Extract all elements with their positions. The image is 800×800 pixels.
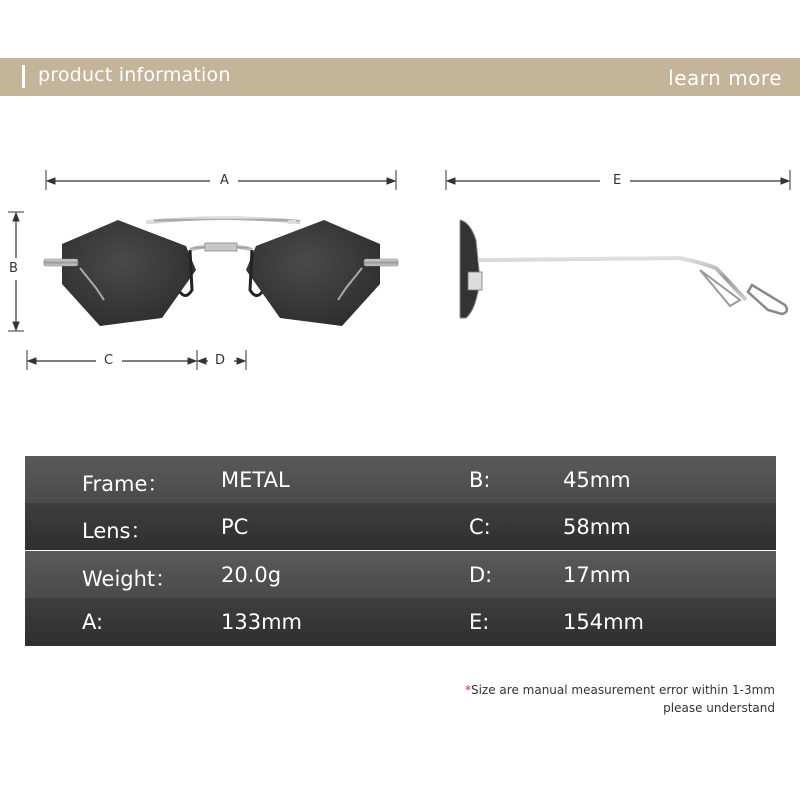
spec-value: 45mm	[563, 468, 631, 492]
spec-label: Frame：	[82, 472, 169, 496]
right-lens	[246, 220, 380, 326]
table-row	[25, 551, 776, 598]
label-a: A	[217, 174, 232, 188]
specs-table	[25, 456, 776, 646]
table-row	[25, 503, 776, 550]
banner-accent-bar	[22, 65, 25, 88]
spec-value: 20.0g	[221, 563, 282, 587]
measurement-note	[465, 681, 775, 717]
note-star: *	[464, 683, 471, 697]
left-lens	[62, 220, 196, 326]
table-row	[25, 598, 776, 646]
label-b: B	[6, 262, 21, 276]
page-title: product information	[38, 64, 231, 86]
glasses-side-view	[460, 220, 787, 318]
label-c: C	[101, 354, 116, 368]
measurement-diagram	[0, 150, 800, 390]
spec-label: D:	[469, 563, 493, 587]
spec-label: A:	[82, 610, 104, 634]
spec-label: C:	[469, 515, 491, 539]
spec-value: 58mm	[563, 515, 631, 539]
note-line-2: please understand	[663, 701, 775, 715]
spec-value: PC	[221, 515, 249, 539]
note-line-1	[465, 681, 775, 699]
spec-label: Lens：	[82, 519, 152, 543]
glasses-illustration	[0, 150, 800, 390]
spec-value: 133mm	[221, 610, 302, 634]
glasses-front-view	[44, 218, 398, 326]
spec-value: 154mm	[563, 610, 644, 634]
spec-value: METAL	[221, 468, 290, 492]
spec-value: 17mm	[563, 563, 631, 587]
note-text-1: Size are manual measurement error within 1-3mm	[470, 683, 775, 697]
spec-label: E:	[469, 610, 490, 634]
spec-label: Weight：	[82, 567, 177, 591]
label-e: E	[610, 174, 624, 188]
label-d: D	[212, 354, 228, 368]
learn-more-link[interactable]: learn more	[668, 66, 782, 90]
table-row	[25, 456, 776, 503]
spec-label: B:	[469, 468, 491, 492]
header-banner	[0, 58, 800, 96]
